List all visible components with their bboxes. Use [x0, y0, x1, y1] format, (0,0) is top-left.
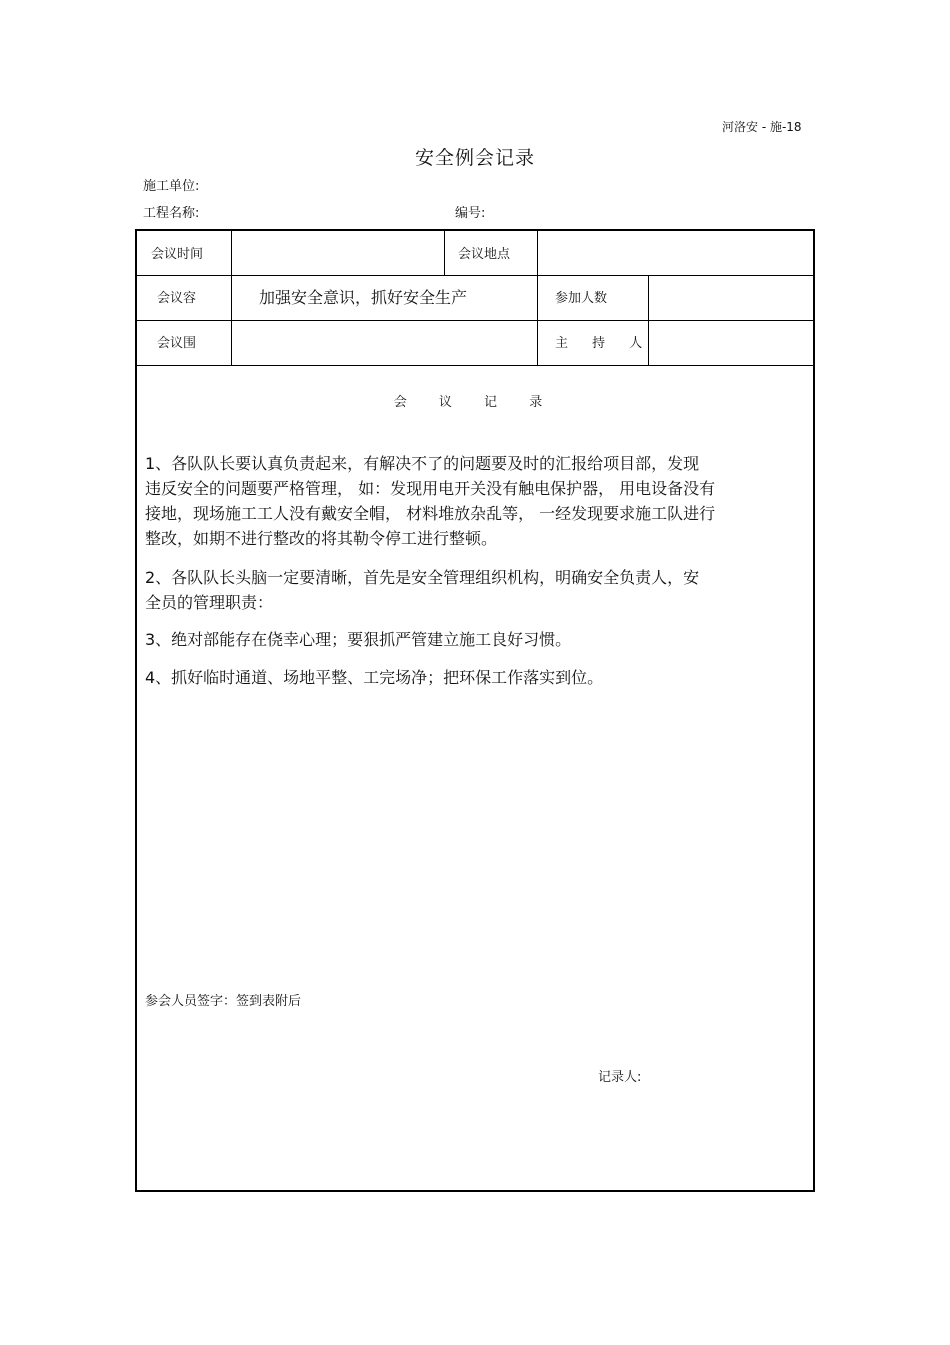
- signature-note: 参会人员签字：签到表附后: [145, 994, 302, 1009]
- column-divider: [648, 275, 649, 365]
- column-divider: [231, 231, 232, 365]
- project-name-label: 工程名称:: [143, 206, 200, 221]
- meeting-place-label: 会议地点: [458, 247, 511, 262]
- column-divider: [444, 231, 445, 275]
- meeting-time-label: 会议时间: [151, 247, 204, 262]
- meeting-content-value: 加强安全意识，抓好安全生产: [259, 288, 468, 307]
- record-line: 接地，现场施工工人没有戴安全帽， 材料堆放杂乱等， 一经发现要求施工队进行: [145, 504, 716, 523]
- record-line: 4、抓好临时通道、场地平整、工完场净；把环保工作落实到位。: [145, 668, 604, 687]
- construction-unit-label: 施工单位:: [143, 179, 200, 194]
- column-divider: [537, 231, 538, 365]
- meeting-record-form: [135, 229, 815, 1192]
- record-item-4: [145, 665, 809, 690]
- record-line: 1、各队队长要认真负责起来，有解决不了的问题要及时的汇报给项目部，发现: [145, 454, 700, 473]
- form-code: 河洛安 - 施-18: [722, 120, 802, 134]
- record-line: 3、绝对部能存在侥幸心理；要狠抓严管建立施工良好习惯。: [145, 630, 572, 649]
- record-line: 全员的管理职责：: [145, 593, 274, 612]
- meeting-scope-label: 会议围: [157, 336, 197, 351]
- attendee-count-label: 参加人数: [555, 291, 608, 306]
- record-line: 2、各队队长头脑一定要清晰，首先是安全管理组织机构，明确安全负责人，安: [145, 568, 700, 587]
- record-section-title: 会 议 记 录: [393, 395, 557, 410]
- record-item-3: [145, 627, 809, 652]
- host-label: 主 持 人: [555, 336, 653, 351]
- meeting-content-label: 会议容: [157, 291, 197, 306]
- row-divider: [137, 320, 813, 321]
- record-item-1: [145, 451, 809, 551]
- page-title: 安全例会记录: [414, 147, 535, 169]
- record-line: 整改，如期不进行整改的将其勒令停工进行整顿。: [145, 529, 498, 548]
- record-line: 违反安全的问题要严格管理， 如：发现用电开关没有触电保护器， 用电设备没有: [145, 479, 716, 498]
- record-item-2: [145, 565, 809, 615]
- row-divider: [137, 365, 813, 366]
- serial-number-label: 编号:: [455, 206, 486, 221]
- recorder-label: 记录人:: [598, 1070, 642, 1085]
- row-divider: [137, 275, 813, 276]
